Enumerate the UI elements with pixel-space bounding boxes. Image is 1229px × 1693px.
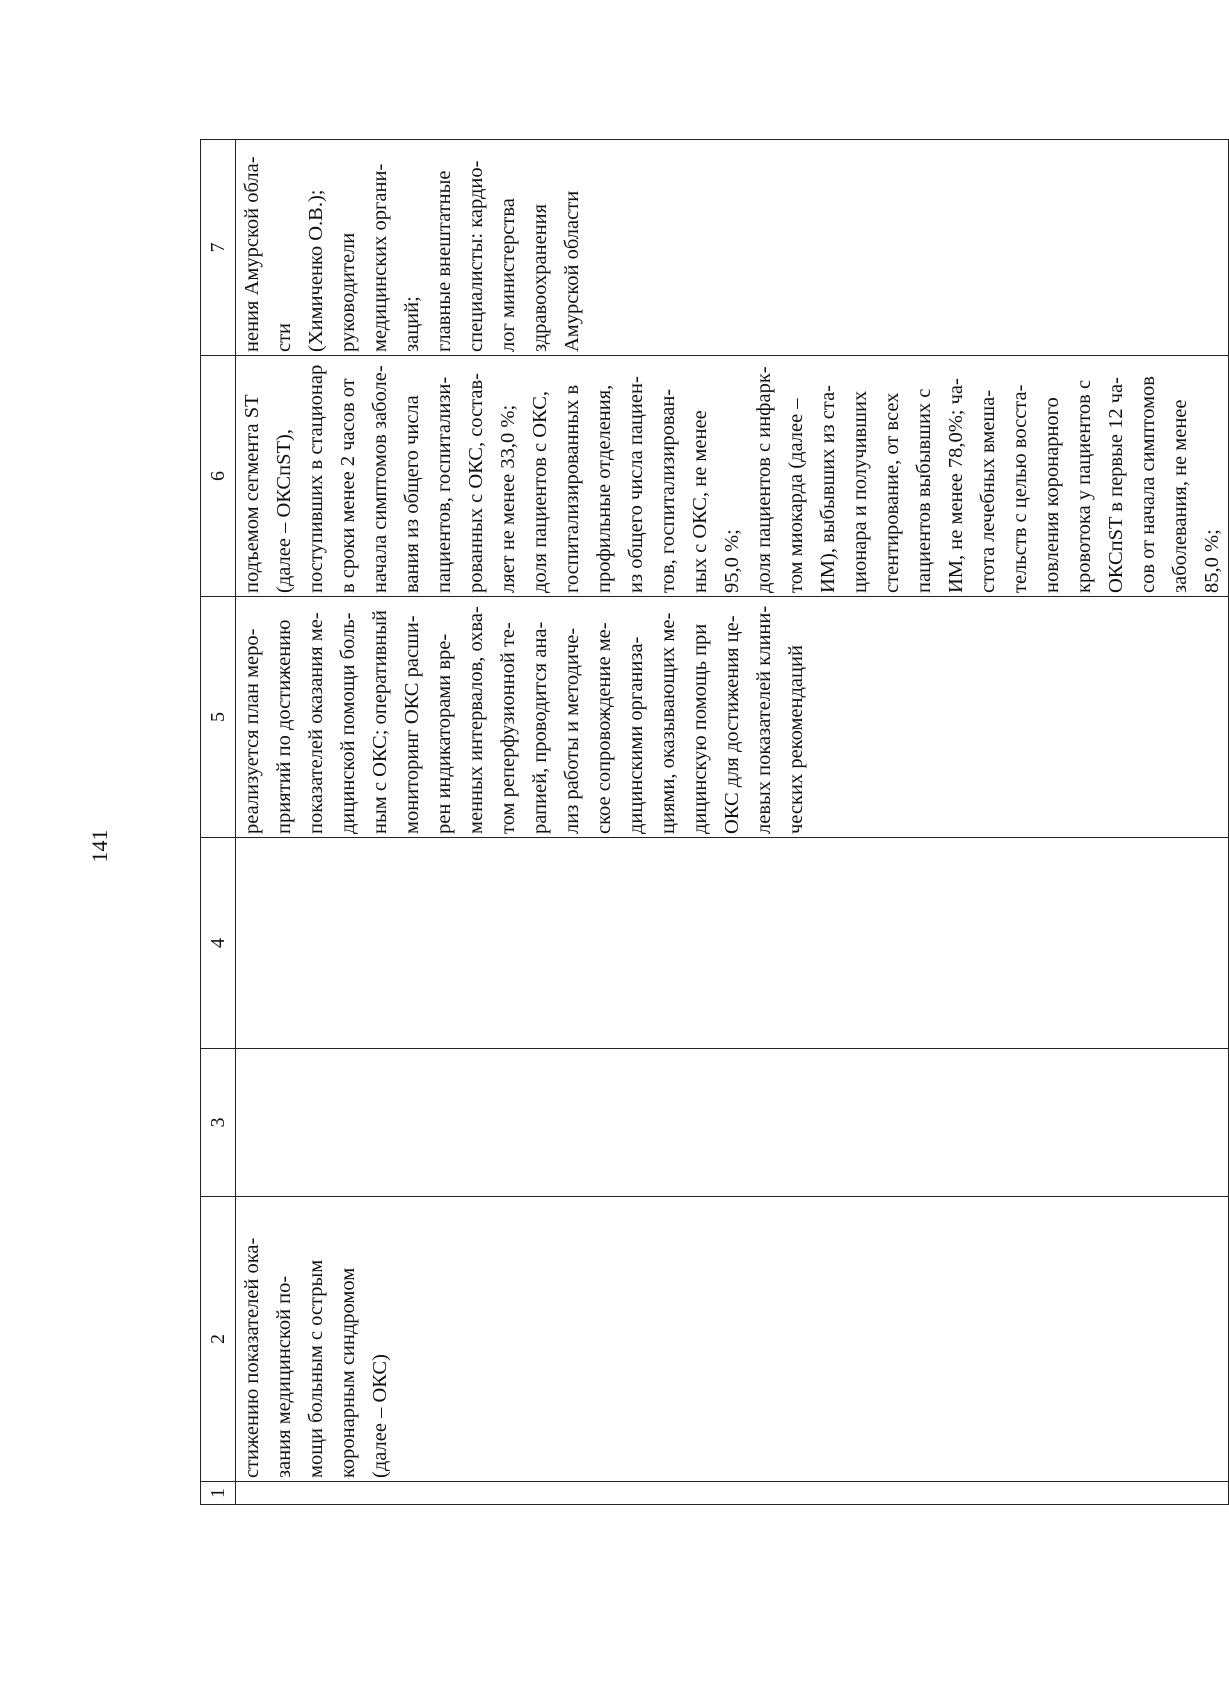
cell-text-line: сов от начала симптомов (1137, 376, 1159, 593)
cell-text-line: заций; (401, 296, 423, 352)
cell-text-line: коронарным синдромом (337, 1267, 359, 1478)
cell-text-line: из общего числа пациен- (625, 376, 647, 593)
cell-text-line: доля пациентов с инфарк- (753, 366, 775, 593)
cell-col-2 (236, 1197, 1229, 1482)
cell-text-line: здравоохранения (529, 203, 551, 352)
cell-col-5 (236, 597, 1229, 838)
cell-text-line: ОКС для достижения це- (721, 615, 743, 834)
cell-text-line: заболевания, не менее (1169, 399, 1191, 593)
header-col-6: 6 (201, 356, 236, 597)
cell-text-line: ционара и получивших (849, 390, 871, 593)
cell-text-line: менных интервалов, охва- (465, 606, 487, 834)
header-col-4: 4 (201, 838, 236, 1049)
cell-text-line: тов, госпитализирован- (657, 388, 679, 593)
cell-text-line: рапией, проводится ана- (529, 621, 551, 834)
cell-text-line: подъемом сегмента ST (241, 394, 263, 593)
header-col-3: 3 (201, 1049, 236, 1197)
data-table (200, 139, 1229, 1505)
cell-text-line: ИМ, не менее 78,0%; ча- (945, 378, 967, 593)
cell-text-line: стота лечебных вмеша- (977, 389, 999, 593)
cell-text-line: новления коронарного (1041, 397, 1063, 593)
cell-text-line: медицинских органи- (369, 163, 391, 352)
cell-text-line: доля пациентов с ОКС, (529, 390, 551, 593)
cell-text-line: ляет не менее 33,0 %; (497, 404, 519, 593)
cell-text-line: в сроки менее 2 часов от (337, 378, 359, 593)
header-row (201, 140, 236, 1505)
cell-col-7 (236, 140, 1229, 356)
cell-text-line: ское сопровождение ме- (593, 622, 615, 834)
cell-text-line: руководители (337, 232, 359, 352)
cell-text-line: (далее – ОКСпST), (273, 429, 295, 593)
cell-text-line: поступивших в стационар (305, 364, 327, 593)
header-col-7: 7 (201, 140, 236, 356)
cell-text-line: том реперфузионной те- (497, 622, 519, 834)
cell-col-1 (236, 1482, 1229, 1505)
cell-text-line: лиз работы и методиче- (561, 627, 583, 834)
cell-text-line: 85,0 %; (1201, 529, 1223, 593)
cell-col-4 (236, 838, 1229, 1049)
cell-text-line: специалисты: кардио- (465, 160, 487, 352)
cell-col-3 (236, 1049, 1229, 1197)
cell-text-line: ческих рекомендаций (785, 645, 807, 834)
cell-text-line: главные внештатные (433, 170, 455, 352)
cell-text-line: стижению показателей ока- (241, 1237, 263, 1478)
cell-col-6 (236, 356, 1229, 597)
cell-text-line: том миокарда (далее – (785, 398, 807, 593)
cell-text-line: профильные отделения, (593, 384, 615, 593)
cell-text-line: пациентов, госпитализи- (433, 376, 455, 593)
cell-text-line: показателей оказания ме- (305, 612, 327, 834)
cell-text-line: циями, оказывающих ме- (657, 612, 679, 834)
cell-text-line: мониторинг ОКС расши- (401, 615, 423, 834)
cell-text-line: дицинской помощи боль- (337, 612, 359, 834)
cell-text-line: реализуется план меро- (241, 628, 263, 834)
cell-text-line: стентирование, от всех (881, 392, 903, 593)
cell-text-line: 95,0 %; (721, 529, 743, 593)
cell-text-line: нения Амурской обла- (241, 156, 263, 352)
cell-text-line: госпитализированных в (561, 384, 583, 593)
cell-text-line: ным с ОКС; оперативный (369, 610, 391, 834)
cell-text-line: рен индикаторами вре- (433, 633, 455, 834)
cell-text-line: ИМ), выбывших из ста- (817, 384, 839, 593)
cell-text-line: ных с ОКС, не менее (689, 410, 711, 593)
cell-text-line: мощи больным с острым (305, 1259, 327, 1478)
cell-text-line: Амурской области (561, 190, 583, 352)
cell-text-line: (Химиченко О.В.); (305, 189, 327, 352)
cell-text-line: лог министерства (497, 198, 519, 352)
cell-text-line: ОКСпST в первые 12 ча- (1105, 377, 1127, 593)
cell-text-line: вания из общего числа (401, 395, 423, 593)
cell-text-line: тельств с целью восста- (1009, 384, 1031, 593)
header-col-5: 5 (201, 597, 236, 838)
cell-text-line: рованных с ОКС, состав- (465, 373, 487, 593)
cell-text-line: сти (273, 322, 295, 352)
cell-text-line: дицинскую помощь при (689, 623, 711, 834)
cell-text-line: пациентов выбывших с (913, 388, 935, 593)
cell-text-line: начала симптомов заболе- (369, 365, 391, 593)
cell-text-line: зания медицинской по- (273, 1275, 295, 1478)
cell-text-line: левых показателей клини- (753, 605, 775, 834)
table-row (236, 140, 1229, 1505)
cell-text-line: кровотока у пациентов с (1073, 379, 1095, 593)
cell-text-line: дицинскими организа- (625, 636, 647, 834)
header-col-2: 2 (201, 1197, 236, 1482)
header-col-1: 1 (201, 1482, 236, 1505)
cell-text-line: (далее – ОКС) (369, 1354, 391, 1478)
page-number: 141 (87, 829, 112, 863)
cell-text-line: приятий по достижению (273, 619, 295, 834)
rotated-table-wrapper (200, 140, 1223, 1505)
